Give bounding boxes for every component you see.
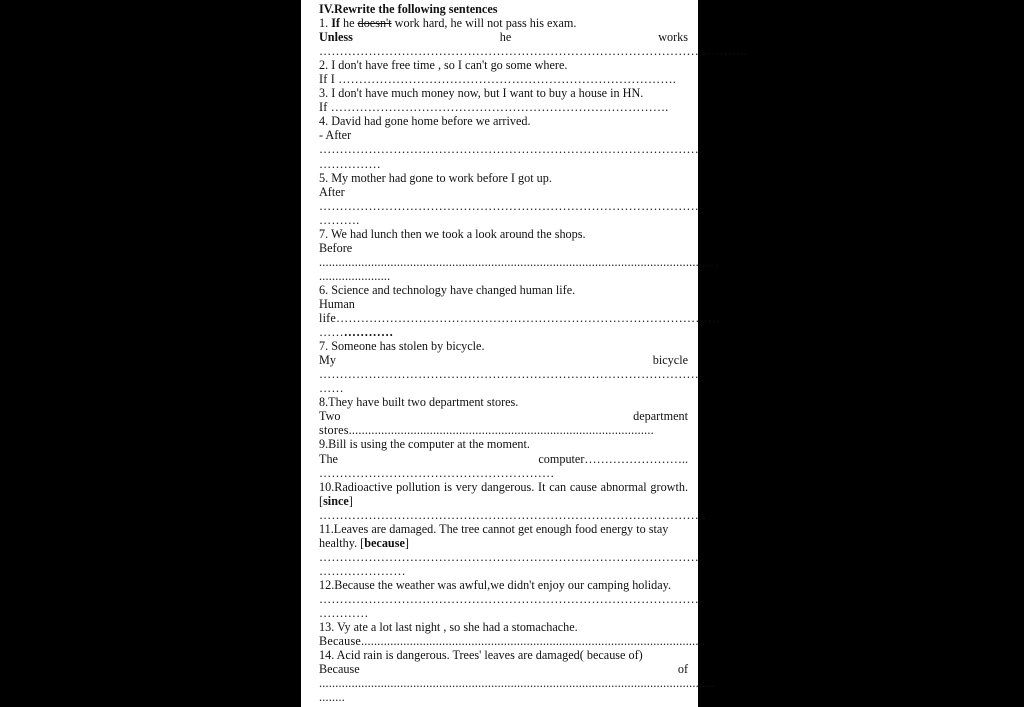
- q1-if: If: [331, 16, 340, 31]
- q4-start: - After: [319, 128, 352, 143]
- worksheet-content: [319, 2, 747, 705]
- q10-bracket-open: [: [319, 493, 324, 508]
- q7b-my: My: [319, 353, 336, 368]
- q6-dots-2a: ……: [319, 325, 344, 340]
- q1-rest: work hard, he will not pass his exam.: [394, 16, 577, 31]
- q7a-start: Before: [319, 240, 353, 255]
- document-page: [301, 0, 747, 707]
- q1-unless: Unless: [319, 30, 353, 45]
- q6-dots-2: [319, 325, 688, 339]
- question-5: 5. My mother had gone to work before I got up.: [319, 170, 552, 185]
- question-12: 12.Because the weather was awful,we didn't enjoy our camping holiday.: [319, 577, 672, 592]
- q8-department: department: [633, 409, 688, 424]
- q1-dots: …………………………………………………………………………………………..: [319, 44, 747, 59]
- q9-answer-line: [319, 452, 688, 466]
- q8-answer-line: [319, 409, 688, 423]
- q14-dots-2: ........: [319, 690, 345, 705]
- q12-dots-1: …………………………………………………………………………………: [319, 591, 704, 606]
- q5-dots-1: …………………………………………………………………………………: [319, 198, 704, 213]
- q1-number: 1.: [319, 16, 329, 31]
- q11-text-2: healthy. [: [319, 535, 365, 550]
- question-7b: 7. Someone has stolen by bicycle.: [319, 339, 485, 354]
- q10-dots: ………………………………………………………………………………….: [319, 507, 707, 522]
- q7a-dots-2: ......................: [319, 268, 391, 283]
- q1-answer-line: [319, 30, 688, 44]
- question-3: 3. I don't have much money now, but I want to buy a house in HN.: [319, 86, 644, 101]
- q7a-dots-1: ...........................................................................................................................: [319, 254, 719, 269]
- q7b-dots-2: ……: [319, 381, 344, 396]
- q7b-bicycle: bicycle: [652, 353, 688, 368]
- question-4: 4. David had gone home before we arrived.: [319, 114, 531, 129]
- q3-answer-line: If ……………………………………………………………………….: [319, 100, 669, 115]
- q14-answer-line: [319, 662, 688, 676]
- q5-dots-2: ……….: [319, 212, 360, 227]
- q10-since: since: [323, 493, 349, 508]
- q5-start: After: [319, 184, 345, 199]
- q6-start: Human: [319, 296, 355, 311]
- question-11: 11.Leaves are damaged. The tree cannot get enough food energy to stay: [319, 521, 669, 536]
- q1-he-answer: he: [499, 30, 512, 45]
- q7b-answer-line: [319, 353, 688, 367]
- q7b-dots-1: …………………………………………………………………………………: [319, 367, 704, 382]
- question-10: 10.Radioactive pollution is very dangerous. It can cause abnormal growth.: [319, 479, 688, 494]
- q6-life-line: life…………………………………………………………………………………: [319, 311, 721, 326]
- q10-hint: [319, 494, 688, 508]
- question-8: 8.They have built two department stores.: [319, 395, 519, 410]
- q11-hint: [319, 536, 688, 550]
- q14-dots-1: ..........................................................................................................................: [319, 676, 716, 691]
- q1-works: works: [658, 30, 688, 45]
- q2-answer-line: If I ……………………………………………………………………….: [319, 72, 676, 87]
- q11-because: because: [364, 535, 405, 550]
- q11-dots-2: …………………: [319, 563, 406, 578]
- q4-dots-1: …………………………………………………………………………………: [319, 142, 704, 157]
- q13-answer-line: Because..........................................................................................................: [319, 634, 706, 649]
- q9-the: The: [319, 451, 338, 466]
- question-9: 9.Bill is using the computer at the moment.: [319, 437, 530, 452]
- question-14: 14. Acid rain is dangerous. Trees' leaves are damaged( because of): [319, 648, 643, 663]
- q1-he: he: [343, 16, 355, 31]
- question-13: 13. Vy ate a lot last night , so she had a stomachache.: [319, 620, 578, 635]
- q10-bracket-close: ]: [348, 493, 353, 508]
- q9-computer: computer……………………..: [538, 451, 688, 466]
- q6-dots-2b: …………: [343, 325, 394, 340]
- q4-dots-2: ……………: [319, 156, 381, 171]
- q9-dots: …………………………………………………: [319, 465, 555, 480]
- q11-dots-1: …………………………………………………………………………………: [319, 549, 704, 564]
- q14-of: of: [677, 662, 688, 677]
- question-7a: 7. We had lunch then we took a look around the shops.: [319, 226, 586, 241]
- q1-struck-word: doesn't: [357, 16, 392, 31]
- q14-because: Because: [319, 662, 360, 677]
- section-title: IV.Rewrite the following sentences: [319, 2, 498, 16]
- q12-dots-2: …………: [319, 606, 369, 621]
- q8-stores-line: stores..............................................................................................: [319, 423, 654, 438]
- question-1: [319, 16, 688, 30]
- q11-close: ]: [404, 535, 409, 550]
- question-6: 6. Science and technology have changed human life.: [319, 282, 576, 297]
- question-2: 2. I don't have free time , so I can't go some where.: [319, 58, 568, 73]
- q8-two: Two: [319, 409, 341, 424]
